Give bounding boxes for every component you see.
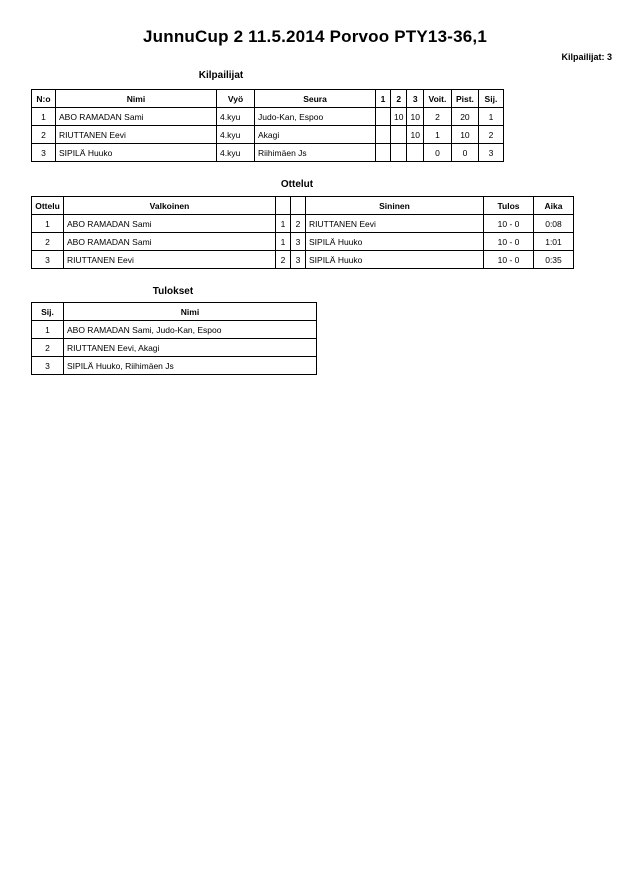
cell-white: RIUTTANEN Eevi <box>64 251 276 269</box>
cell-white-no: 1 <box>276 233 291 251</box>
cell-no: 2 <box>32 126 56 144</box>
cell-blue-no: 2 <box>291 215 306 233</box>
col-header-club: Seura <box>255 90 376 108</box>
cell-match: 3 <box>32 251 64 269</box>
col-header-wins: Voit. <box>423 90 451 108</box>
cell-m3 <box>407 144 423 162</box>
cell-m1 <box>376 108 391 126</box>
col-header-name: Nimi <box>64 303 317 321</box>
cell-name: RIUTTANEN Eevi, Akagi <box>64 339 317 357</box>
cell-blue-no: 3 <box>291 251 306 269</box>
table-row <box>32 126 504 144</box>
cell-score: 10 - 0 <box>484 215 534 233</box>
cell-time: 0:08 <box>534 215 574 233</box>
cell-belt: 4.kyu <box>217 144 255 162</box>
col-header-m3: 3 <box>407 90 423 108</box>
page-title: JunnuCup 2 11.5.2014 Porvoo PTY13-36,1 <box>143 27 487 46</box>
cell-belt: 4.kyu <box>217 108 255 126</box>
col-header-m2: 2 <box>391 90 407 108</box>
table-row <box>32 144 504 162</box>
col-header-rank: Sij. <box>478 90 503 108</box>
competitors-table <box>31 89 504 162</box>
col-header-belt: Vyö <box>217 90 255 108</box>
cell-m1 <box>376 144 391 162</box>
cell-wins: 1 <box>423 126 451 144</box>
cell-points: 10 <box>451 126 478 144</box>
cell-m3: 10 <box>407 108 423 126</box>
cell-time: 1:01 <box>534 233 574 251</box>
col-header-blue-no <box>291 197 306 215</box>
cell-wins: 0 <box>423 144 451 162</box>
cell-name: ABO RAMADAN Sami, Judo-Kan, Espoo <box>64 321 317 339</box>
cell-rank: 3 <box>32 357 64 375</box>
matches-table <box>31 196 574 269</box>
cell-points: 0 <box>451 144 478 162</box>
cell-no: 1 <box>32 108 56 126</box>
cell-rank: 2 <box>478 126 503 144</box>
col-header-match: Ottelu <box>32 197 64 215</box>
col-header-points: Pist. <box>451 90 478 108</box>
cell-blue: RIUTTANEN Eevi <box>306 215 484 233</box>
col-header-rank: Sij. <box>32 303 64 321</box>
table-row <box>32 339 317 357</box>
cell-white: ABO RAMADAN Sami <box>64 233 276 251</box>
col-header-blue: Sininen <box>306 197 484 215</box>
cell-club: Akagi <box>255 126 376 144</box>
cell-rank: 1 <box>478 108 503 126</box>
table-row <box>32 357 317 375</box>
section-heading-results: Tulokset <box>152 286 194 297</box>
cell-score: 10 - 0 <box>484 251 534 269</box>
table-row <box>32 215 574 233</box>
competitors-count: Kilpailijat: 3 <box>561 52 612 62</box>
table-row <box>32 251 574 269</box>
cell-time: 0:35 <box>534 251 574 269</box>
cell-white-no: 2 <box>276 251 291 269</box>
col-header-name: Nimi <box>56 90 217 108</box>
col-header-score: Tulos <box>484 197 534 215</box>
table-row <box>32 321 317 339</box>
table-row <box>32 233 574 251</box>
cell-blue: SIPILÄ Huuko <box>306 233 484 251</box>
col-header-no: N:o <box>32 90 56 108</box>
cell-club: Judo-Kan, Espoo <box>255 108 376 126</box>
cell-white: ABO RAMADAN Sami <box>64 215 276 233</box>
cell-blue-no: 3 <box>291 233 306 251</box>
table-header-row <box>32 303 317 321</box>
cell-belt: 4.kyu <box>217 126 255 144</box>
cell-m1 <box>376 126 391 144</box>
cell-wins: 2 <box>423 108 451 126</box>
cell-name: RIUTTANEN Eevi <box>56 126 217 144</box>
cell-m2 <box>391 144 407 162</box>
cell-match: 1 <box>32 215 64 233</box>
cell-rank: 1 <box>32 321 64 339</box>
cell-blue: SIPILÄ Huuko <box>306 251 484 269</box>
col-header-time: Aika <box>534 197 574 215</box>
cell-m3: 10 <box>407 126 423 144</box>
section-heading-matches: Ottelut <box>280 179 314 190</box>
cell-rank: 2 <box>32 339 64 357</box>
cell-club: Riihimäen Js <box>255 144 376 162</box>
cell-no: 3 <box>32 144 56 162</box>
cell-name: SIPILÄ Huuko, Riihimäen Js <box>64 357 317 375</box>
cell-match: 2 <box>32 233 64 251</box>
cell-score: 10 - 0 <box>484 233 534 251</box>
results-table <box>31 302 317 375</box>
table-header-row <box>32 90 504 108</box>
cell-name: SIPILÄ Huuko <box>56 144 217 162</box>
section-heading-competitors: Kilpailijat <box>198 70 244 81</box>
col-header-white-no <box>276 197 291 215</box>
table-header-row <box>32 197 574 215</box>
col-header-white: Valkoinen <box>64 197 276 215</box>
cell-m2: 10 <box>391 108 407 126</box>
cell-white-no: 1 <box>276 215 291 233</box>
cell-name: ABO RAMADAN Sami <box>56 108 217 126</box>
cell-m2 <box>391 126 407 144</box>
cell-points: 20 <box>451 108 478 126</box>
table-row <box>32 108 504 126</box>
col-header-m1: 1 <box>376 90 391 108</box>
cell-rank: 3 <box>478 144 503 162</box>
